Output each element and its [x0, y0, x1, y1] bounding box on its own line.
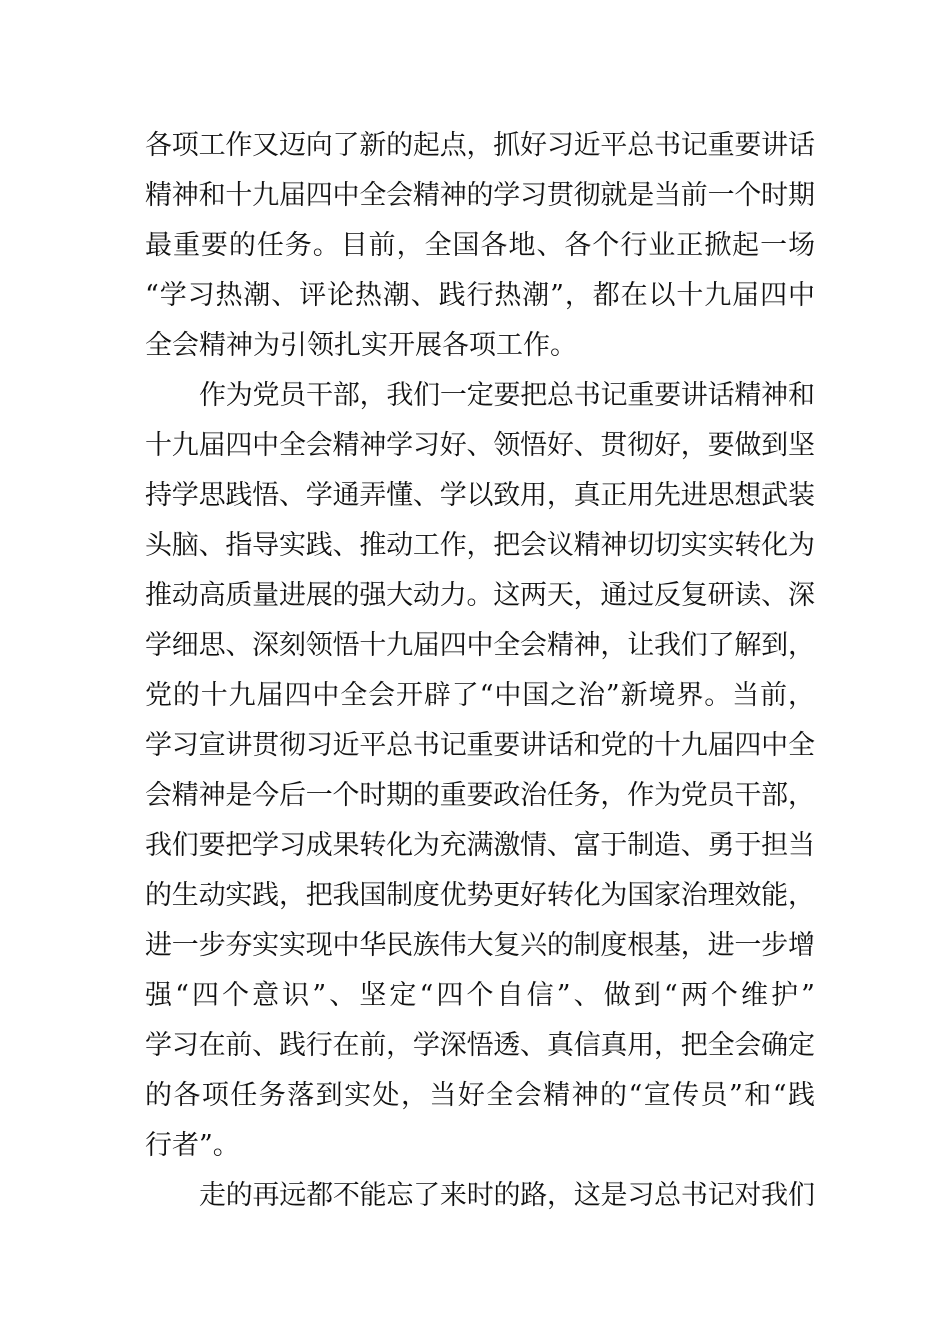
text-line: 持学思践悟、学通弄懂、学以致用，真正用先进思想武装 [145, 480, 815, 511]
text-line: 学细思、深刻领悟十九届四中全会精神，让我们了解到， [145, 630, 815, 661]
text-line: 会精神是今后一个时期的重要政治任务，作为党员干部， [145, 780, 815, 811]
text-line: 强“四个意识”、坚定“四个自信”、做到“两个维护” [145, 980, 819, 1011]
text-line: 各项工作又迈向了新的起点，抓好习近平总书记重要讲话 [145, 130, 815, 161]
text-line: 十九届四中全会精神学习好、领悟好、贯彻好，要做到坚 [145, 430, 815, 461]
text-line: “学习热潮、评论热潮、践行热潮”，都在以十九届四中 [145, 280, 816, 311]
text-line: 行者”。 [145, 1130, 240, 1161]
text-line: 党的十九届四中全会开辟了“中国之治”新境界。当前， [145, 680, 816, 711]
text-line: 学习在前、践行在前，学深悟透、真信真用，把全会确定 [145, 1030, 815, 1061]
text-line: 走的再远都不能忘了来时的路，这是习总书记对我们 [199, 1180, 815, 1211]
body-text [145, 121, 819, 1221]
text-line: 我们要把学习成果转化为充满激情、富于制造、勇于担当 [145, 830, 815, 861]
text-line: 全会精神为引领扎实开展各项工作。 [145, 330, 577, 361]
text-line: 的各项任务落到实处，当好全会精神的“宣传员”和“践 [145, 1080, 817, 1111]
text-line: 作为党员干部，我们一定要把总书记重要讲话精神和 [199, 380, 815, 411]
text-line: 的生动实践，把我国制度优势更好转化为国家治理效能， [145, 880, 815, 911]
text-line: 最重要的任务。目前，全国各地、各个行业正掀起一场 [145, 230, 817, 261]
text-line: 头脑、指导实践、推动工作，把会议精神切切实实转化为 [145, 530, 815, 561]
text-line: 精神和十九届四中全会精神的学习贯彻就是当前一个时期 [145, 180, 815, 211]
text-line: 进一步夯实实现中华民族伟大复兴的制度根基，进一步增 [145, 930, 815, 961]
text-line: 推动高质量进展的强大动力。这两天，通过反复研读、深 [145, 580, 815, 611]
text-line: 学习宣讲贯彻习近平总书记重要讲话和党的十九届四中全 [145, 730, 815, 761]
